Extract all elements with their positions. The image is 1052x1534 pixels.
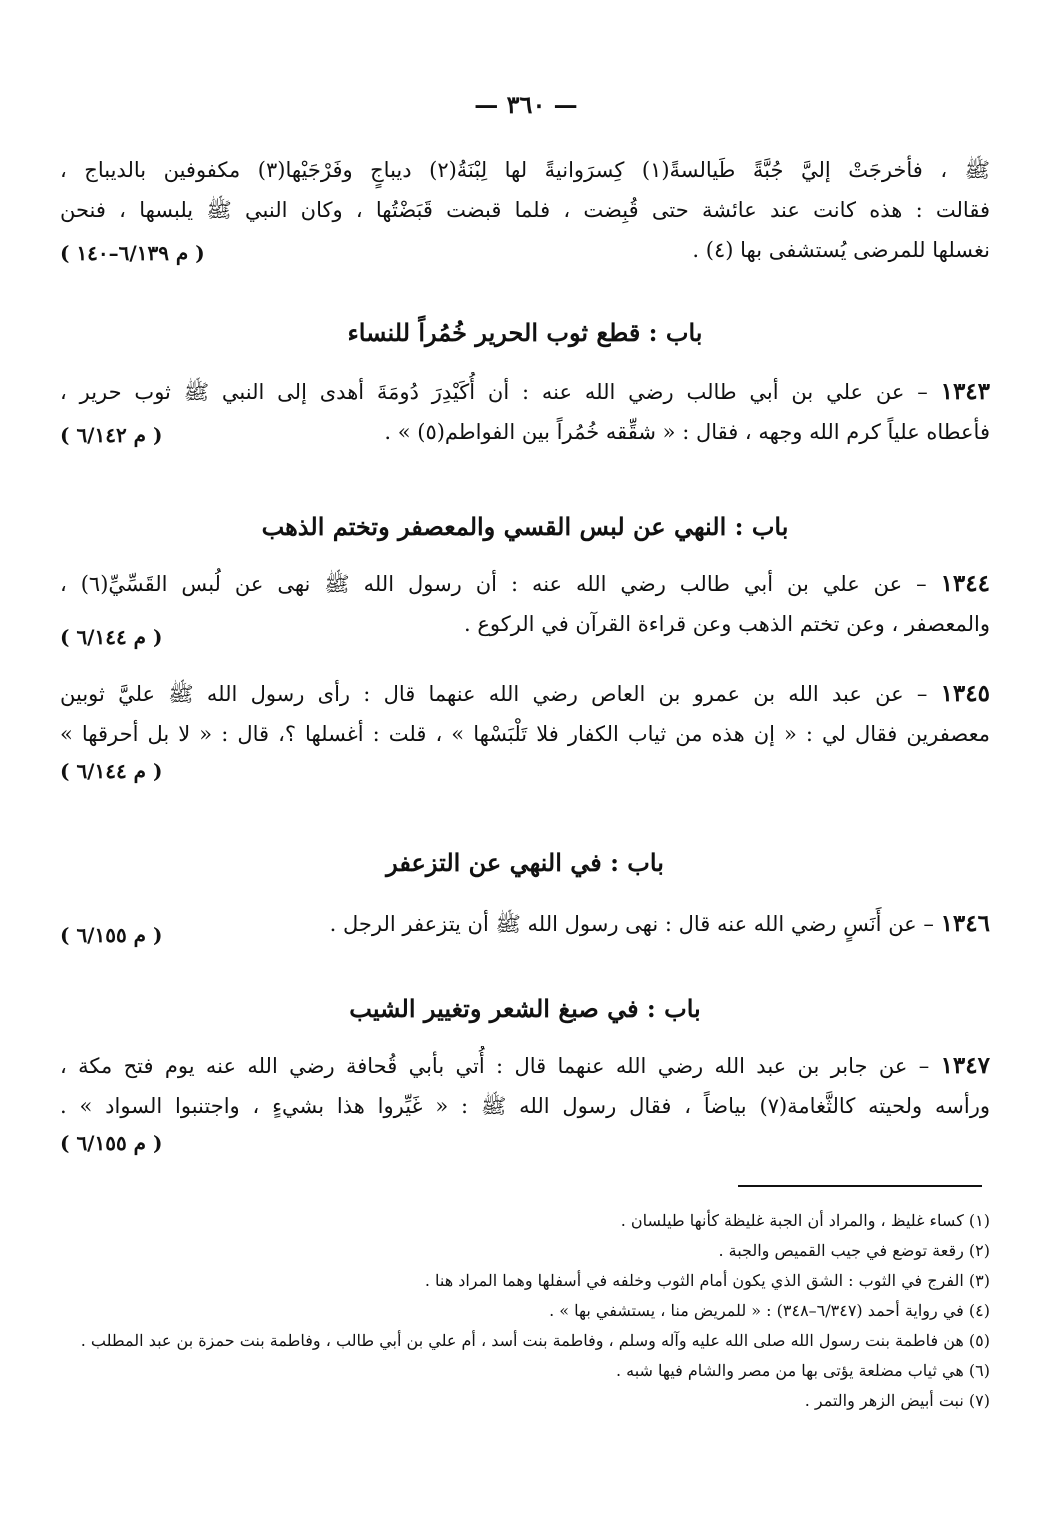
text-line — [60, 904, 990, 944]
intro-paragraph — [60, 150, 990, 270]
text-line: نغسلها للمرضى يُستشفى بها (٤) . — [692, 238, 990, 262]
footnote: (٦) هي ثياب مضلعة يؤتى بها من مصر والشام فيها شبه . — [615, 1361, 990, 1380]
text-line: فقالت : هذه كانت عند عائشة حتى قُبِضت ، فلما قبضت قَبَضْتُها ، وكان النبي ﷺ يلبسها ، فنحن — [60, 198, 990, 222]
text-line — [60, 1046, 990, 1086]
source-reference: ( م ٦/١٤٤ ) — [60, 759, 163, 783]
hadith-number: ١٣٤٤ — [940, 570, 990, 597]
chapter-heading: باب : في النهي عن التزعفر — [386, 848, 664, 877]
footnote: (٤) في رواية أحمد (٦/٣٤٧–٣٤٨) : « للمريض منا ، يستشفي بها » . — [549, 1301, 990, 1320]
page-number: — ٣٦٠ — — [474, 90, 578, 119]
hadith-1344 — [60, 564, 990, 649]
footnote-divider — [738, 1185, 982, 1187]
source-reference: ( م ٦/١٥٥ ) — [60, 923, 163, 947]
text-line: فأعطاه علياً كرم الله وجهه ، فقال : « شقِّقه خُمُراً بين الفواطم(٥) » . — [384, 420, 990, 444]
hadith-1346 — [60, 904, 990, 947]
text-line: ورأسه ولحيته كالثَّغامة(٧) بياضاً ، فقال رسول الله ﷺ : « غَيِّروا هذا بشيءٍ ، واجتنبوا السواد » . — [60, 1094, 990, 1118]
hadith-number: ١٣٤٦ — [940, 910, 990, 937]
hadith-1345 — [60, 674, 990, 788]
text-line: والمعصفر ، وعن تختم الذهب وعن قراءة القرآن في الركوع . — [463, 612, 990, 636]
footnote: (٧) نبت أبيض الزهر والتمر . — [804, 1391, 990, 1410]
footnote: (١) كساء غليظ ، والمراد أن الجبة غليظة كأنها طيلسان . — [620, 1211, 990, 1230]
footnote: (٥) هن فاطمة بنت رسول الله صلى الله عليه وآله وسلم ، وفاطمة بنت أسد ، أم علي بن أبي طالب ، وفاطمة بنت حمزة بن عبد المطلب . — [80, 1331, 990, 1350]
hadith-text: – عن علي بن أبي طالب رضي الله عنه : أن رسول الله ﷺ نهى عن لُبس القَسِّيِّ(٦) ، — [60, 572, 927, 596]
hadith-text: – عن علي بن أبي طالب رضي الله عنه : أن أُكَيْدِرَ دُومَةَ أهدى إلى النبي ﷺ ثوب حرير ، — [60, 380, 928, 404]
text-line — [60, 674, 990, 714]
hadith-1347 — [60, 1046, 990, 1160]
hadith-number: ١٣٤٣ — [940, 378, 990, 405]
chapter-heading: باب : قطع ثوب الحرير خُمُراً للنساء — [347, 318, 703, 347]
footnote: (٢) رقعة توضع في جيب القميص والجبة . — [718, 1241, 990, 1260]
text-line: معصفرين فقال لي : « إن هذه من ثياب الكفار فلا تَلْبَسْها » ، قلت : أغسلها ؟، قال : « لا بل أحرقها » — [60, 722, 990, 746]
hadith-text: – عن جابر بن عبد الله رضي الله عنهما قال : أُتي بأبي قُحافة رضي الله عنه يوم فتح مكة ، — [60, 1054, 930, 1078]
text-line — [60, 564, 990, 604]
hadith-1343 — [60, 372, 990, 452]
hadith-text: – عن عبد الله بن عمرو بن العاص رضي الله عنهما قال : رأى رسول الله ﷺ عليَّ ثوبين — [60, 682, 928, 706]
source-reference: ( م ٦/١٣٩–١٤٠ ) — [60, 241, 205, 265]
chapter-heading: باب : النهي عن لبس القسي والمعصفر وتختم الذهب — [261, 512, 789, 541]
footnote: (٣) الفرج في الثوب : الشق الذي يكون أمام الثوب وخلفه في أسفلها وهما المراد هنا . — [424, 1271, 990, 1290]
source-reference: ( م ٦/١٤٢ ) — [60, 423, 163, 447]
hadith-number: ١٣٤٥ — [940, 680, 990, 707]
hadith-number: ١٣٤٧ — [940, 1052, 990, 1079]
chapter-heading: باب : في صبغ الشعر وتغيير الشيب — [349, 994, 701, 1023]
text-line: ﷺ ، فأخرجَتْ إليَّ جُبَّةً طَيالسةً(١) كِسرَوانيةً لها لِبْنَةُ(٢) ديباجٍ وفَرْجَيْها(٣) مكفوفين بالديباج ، — [60, 158, 990, 182]
source-reference: ( م ٦/١٤٤ ) — [60, 625, 163, 649]
source-reference: ( م ٦/١٥٥ ) — [60, 1131, 163, 1155]
text-line — [60, 372, 990, 412]
hadith-text: – عن أَنَسٍ رضي الله عنه قال : نهى رسول الله ﷺ أن يتزعفر الرجل . — [329, 912, 934, 936]
